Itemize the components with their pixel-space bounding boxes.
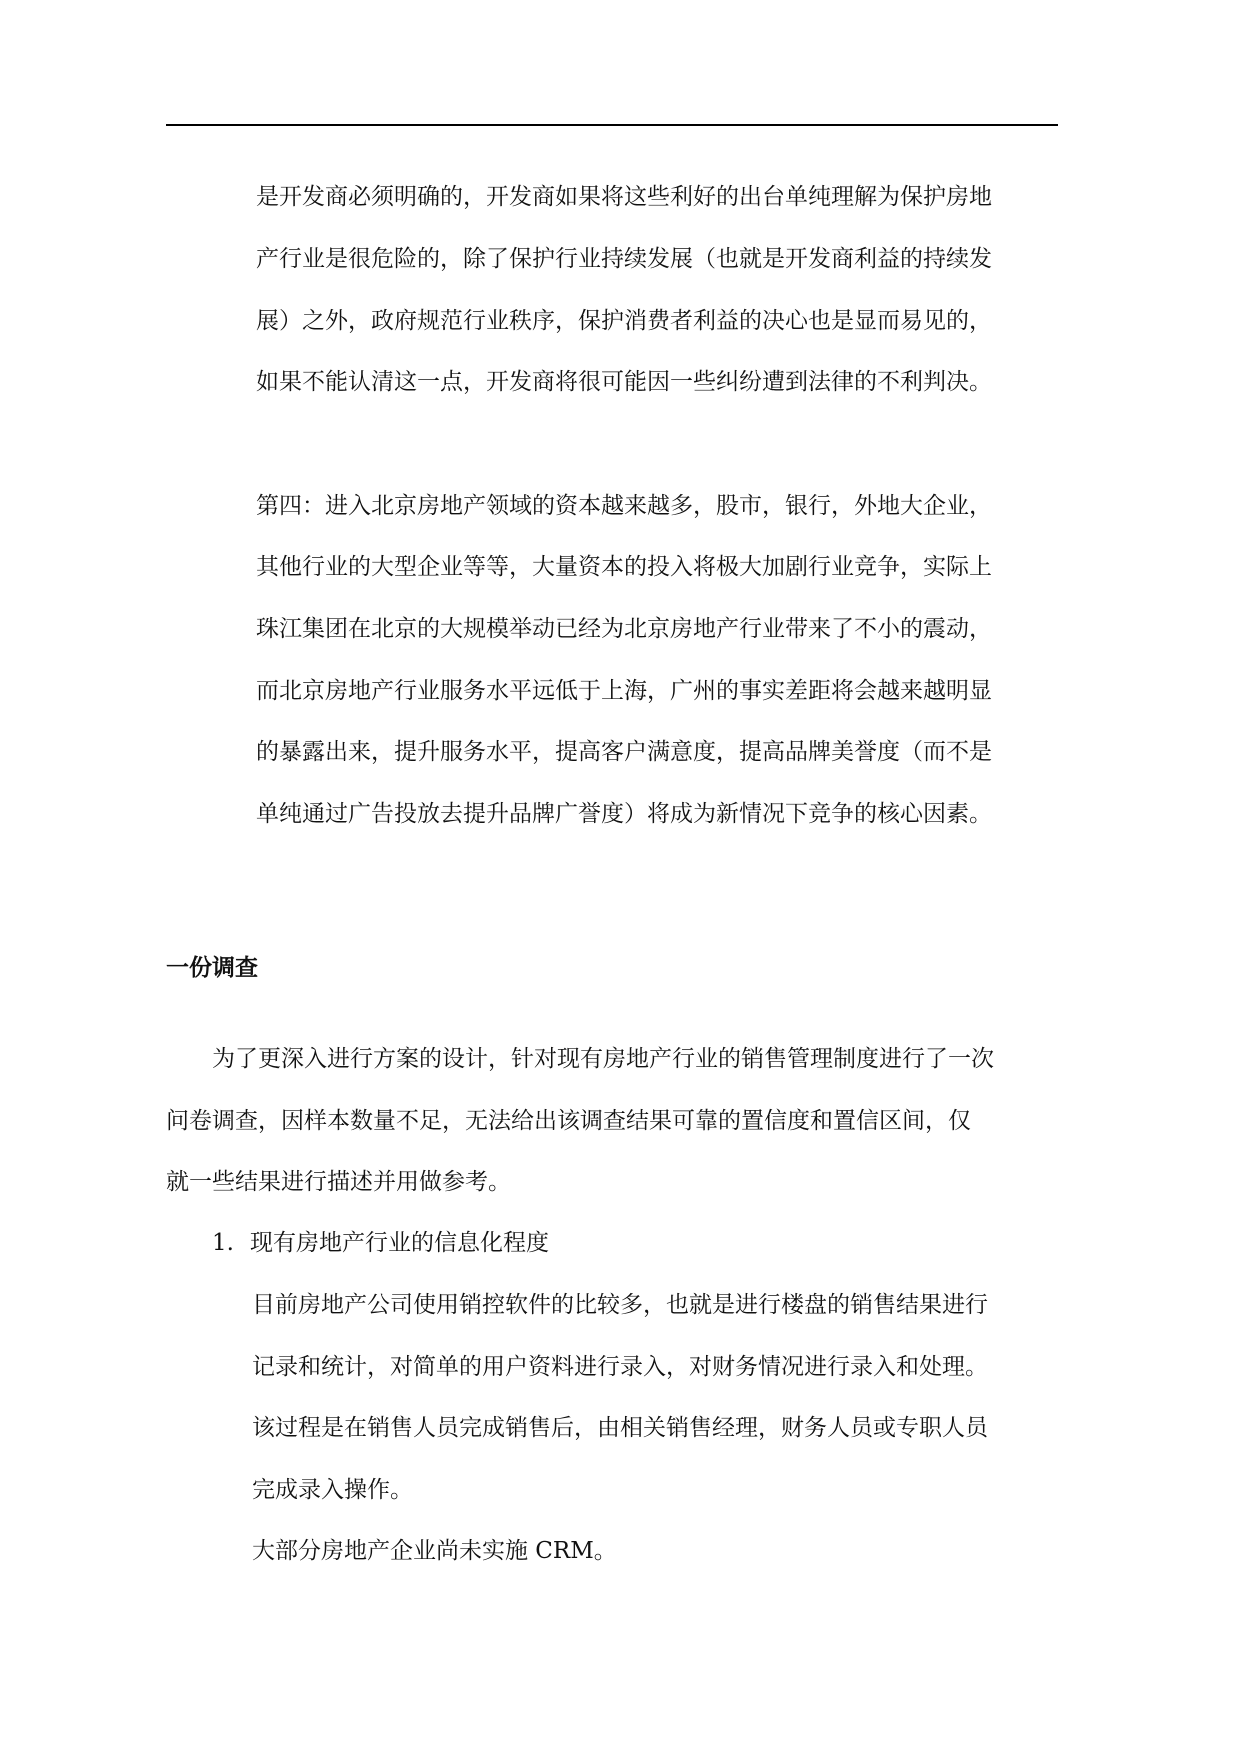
list-item-text: 记录和统计，对简单的用户资料进行录入，对财务情况进行录入和处理。 [252, 1354, 988, 1380]
paragraph-line: 的暴露出来，提升服务水平，提高客户满意度，提高品牌美誉度（而不是 [256, 739, 992, 765]
list-item-number: 1. [212, 1230, 234, 1256]
header-rule [166, 124, 1058, 126]
intro-line: 就一些结果进行描述并用做参考。 [166, 1169, 511, 1195]
intro-line: 问卷调查，因样本数量不足，无法给出该调查结果可靠的置信度和置信区间，仅 [166, 1108, 971, 1134]
list-item-text: 目前房地产公司使用销控软件的比较多，也就是进行楼盘的销售结果进行 [252, 1292, 988, 1318]
intro-line: 为了更深入进行方案的设计，针对现有房地产行业的销售管理制度进行了一次 [212, 1046, 994, 1072]
list-item-text: 完成录入操作。 [252, 1477, 413, 1503]
paragraph-line: 产行业是很危险的，除了保护行业持续发展（也就是开发商利益的持续发 [256, 246, 992, 272]
paragraph-line: 其他行业的大型企业等等，大量资本的投入将极大加剧行业竞争，实际上 [256, 554, 992, 580]
list-item-text: 大部分房地产企业尚未实施 CRM。 [252, 1538, 617, 1564]
paragraph-line: 珠江集团在北京的大规模举动已经为北京房地产行业带来了不小的震动， [256, 616, 992, 642]
list-item-title: 现有房地产行业的信息化程度 [250, 1230, 549, 1256]
paragraph-line: 展）之外，政府规范行业秩序，保护消费者利益的决心也是显而易见的， [256, 308, 992, 334]
paragraph-line: 第四：进入北京房地产领域的资本越来越多，股市，银行，外地大企业， [256, 493, 992, 519]
paragraph-line: 如果不能认清这一点，开发商将很可能因一些纠纷遭到法律的不利判决。 [256, 369, 992, 395]
section-heading: 一份调查 [166, 955, 258, 981]
paragraph-line: 而北京房地产行业服务水平远低于上海，广州的事实差距将会越来越明显 [256, 678, 992, 704]
list-item-text: 该过程是在销售人员完成销售后，由相关销售经理，财务人员或专职人员 [252, 1415, 988, 1441]
paragraph-line: 是开发商必须明确的，开发商如果将这些利好的出台单纯理解为保护房地 [256, 184, 992, 210]
paragraph-line: 单纯通过广告投放去提升品牌广誉度）将成为新情况下竞争的核心因素。 [256, 801, 992, 827]
